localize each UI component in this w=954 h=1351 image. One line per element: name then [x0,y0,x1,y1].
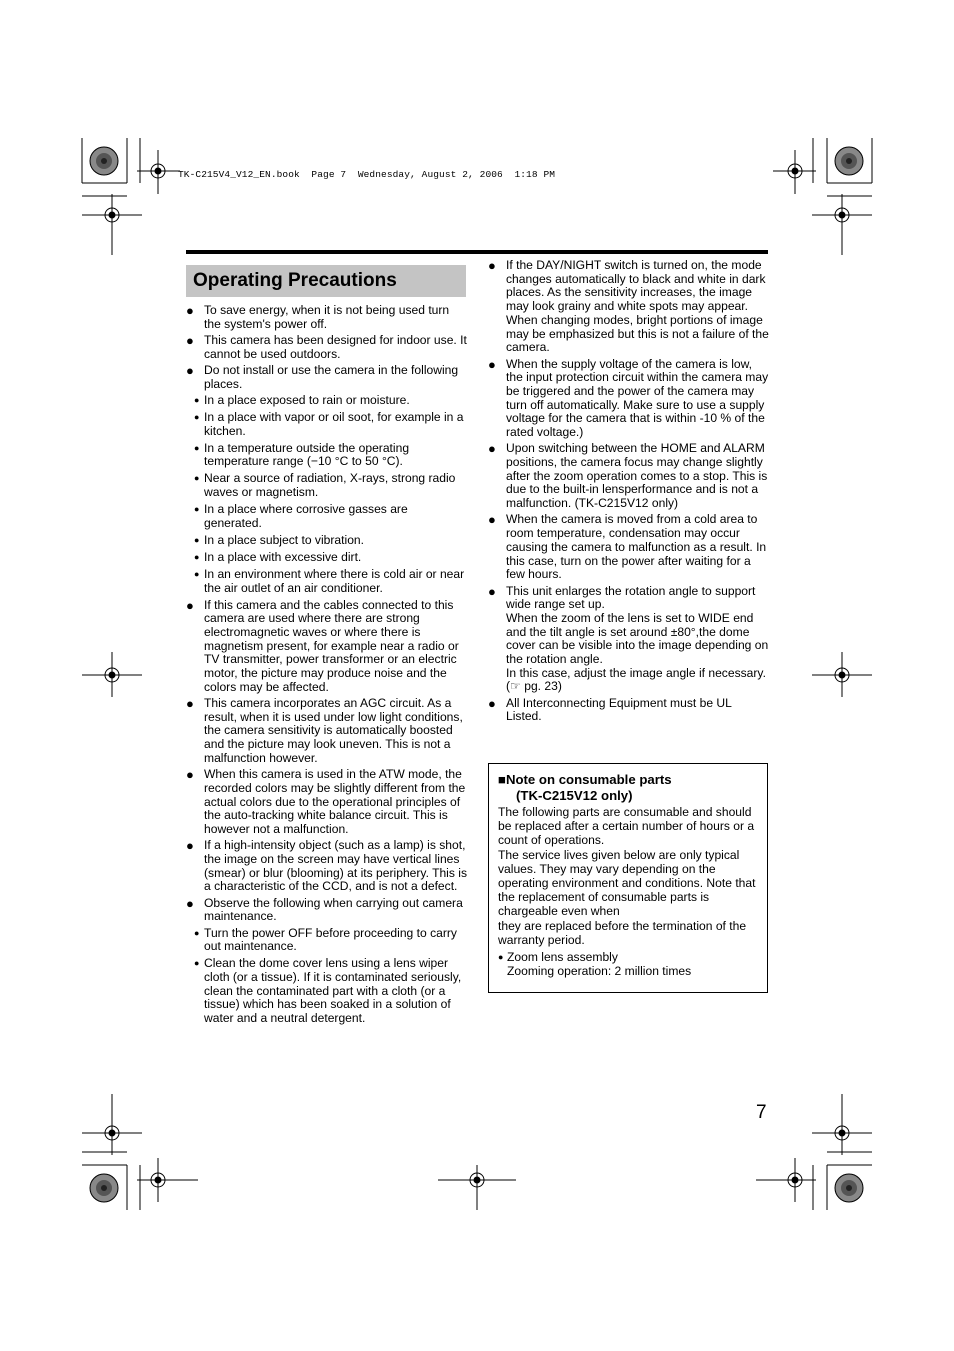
list-item: ● If a high-intensity object (such as a lamp) is shot, the image on the screen may have vertical lines (smear) or blur (blooming) at its periphery. This is a characteristic of the CCD, and is not a defect. [186,838,468,894]
bullet-icon: ● [186,696,194,712]
bullet-icon: ● [488,512,496,528]
list-item: ● Upon switching between the HOME and ALARM positions, the camera focus may change slightly after the zoom operation comes to a stop. This is due to the built-in lensperformance and is not a malfunction. (TK-C215V12 only) [488,441,768,511]
sub-bullet-icon: ● [194,927,200,938]
page-reference: (☞ pg. 23) [506,679,562,694]
list-item: ● Do not install or use the camera in the following places. [186,363,459,391]
sub-list-item: ● In a temperature outside the operating temperature range (−10 °C to 50 °C). [194,440,410,469]
note-sub-item: ● Zoom lens assembly Zooming operation: 2 million times [498,949,692,978]
page-title: Operating Precautions [186,265,466,297]
note-paragraph: they are replaced before the termination of the warranty period. [498,919,747,948]
sub-bullet-icon: ● [194,473,200,484]
sub-list-item: ● In a place exposed to rain or moisture. [194,393,410,407]
sub-bullet-icon: ● [194,442,200,453]
sub-list-item: ● Turn the power OFF before proceeding to carry out maintenance. [194,925,457,954]
list-item: ● If the DAY/NIGHT switch is turned on, the mode changes automatically to black and white in dark places. As the sensitivity increases, the image may look grainy and white spots may appear. When changing modes, bright portions of image may be emphasized but this is not a failure of the camera. [488,258,769,355]
list-item: ● If this camera and the cables connected to this camera are used where there are strong electromagnetic waves or where there is magnetism present, for example near a radio or TV transmitter, power transformer or an electric motor, the picture may produce noise and the colors may be affected. [186,597,459,694]
bullet-icon: ● [186,895,194,911]
sub-bullet-icon: ● [194,958,200,969]
sub-list-item: ● In a place with vapor or oil soot, for example in a kitchen. [194,410,464,438]
sub-bullet-icon: ● [194,395,200,405]
bullet-icon: ● [488,441,496,457]
bullet-icon: ● [186,363,194,378]
list-item: ● When the camera is moved from a cold area to room temperature, condensation may occur causing the camera to malfunction as a result. In this case, turn on the power after waiting for a few hours. [488,512,767,582]
sub-list-item: ● In an environment where there is cold air or near the air outlet of an air conditioner. [194,566,465,595]
bullet-icon: ● [488,695,496,711]
bullet-icon: ● [186,333,194,348]
sub-bullet-icon: ● [194,534,200,545]
sub-list-item: ● Near a source of radiation, X-rays, strong radio waves or magnetism. [194,471,456,500]
book-header-line: TK-C215V4_V12_EN.book Page 7 Wednesday, August 2, 2006 1:18 PM [178,169,556,180]
list-item: ● Observe the following when carrying out camera maintenance. [186,895,463,924]
list-item: ● This camera incorporates an AGC circuit. As a result, when it is used under low light conditions, the camera sensitivity is automatically boosted and the picture may look uneven. This is not a malfunction however. [186,696,463,765]
bullet-icon: ● [186,597,194,613]
list-item: ● This unit enlarges the rotation angle to support wide range set up. When the zoom of the lens is set to WIDE end and the tilt angle is set around ±80°,the dome cover can be visible into the image depending on the rotation angle. In this case, adjust the image angle if necessary. (☞ pg. 23) [488,583,769,694]
note-title: ■Note on consumable parts [498,772,672,787]
list-item: ● This camera has been designed for indoor use. It cannot be used outdoors. [186,333,467,361]
header-rule [186,250,768,254]
sub-bullet-icon: ● [194,568,200,579]
list-item: ● When this camera is used in the ATW mode, the recorded colors may be slightly different from the actual colors due to the operational principles of the auto-tracking white balance circuit. This is however not a malfunction. [186,767,466,836]
note-subtitle: (TK-C215V12 only) [516,788,633,803]
list-item: ● When the supply voltage of the camera is low, the input protection circuit within the camera may be triggered and the power of the camera may turn off automatically. Make sure to use a supply voltage for the camera that is within -10 % of the rated voltage.) [488,356,769,440]
list-item: ● All Interconnecting Equipment must be UL Listed. [488,695,732,724]
bullet-icon: ● [186,303,194,318]
bullet-icon: ● [488,356,496,372]
bullet-icon: ● [186,838,194,854]
sub-list-item: ● In a place subject to vibration. [194,532,365,547]
sub-bullet-icon: ● [194,504,200,515]
sub-list-item: ● In a place with excessive dirt. [194,549,362,564]
sub-list-item: ● In a place where corrosive gasses are generated. [194,502,408,530]
sub-bullet-icon: ● [498,951,504,962]
sub-bullet-icon: ● [194,412,200,422]
sub-bullet-icon: ● [194,551,200,562]
left-column [186,304,468,1029]
sub-list-item: ● Clean the dome cover lens using a lens wiper cloth (or a tissue). If it is contaminated seriously, clean the contaminated part with a cloth (or a tissue) which has been soaked in a solution of water and a neutral detergent. [194,956,462,1026]
page-number: 7 [756,1102,767,1123]
note-paragraph: The service lives given below are only typical values. They may vary depending on the operating environment and conditions. Note that the replacement of consumable parts is chargeable even when [498,848,756,918]
note-paragraph: The following parts are consumable and should be replaced after a certain number of hours or a count of operations. [498,805,755,847]
bullet-icon: ● [488,258,496,273]
consumable-parts-note [488,763,768,993]
list-item: ● To save energy, when it is not being used turn the system's power off. [186,303,450,331]
right-column [488,259,770,727]
bullet-icon: ● [186,767,194,783]
bullet-icon: ● [488,583,496,599]
